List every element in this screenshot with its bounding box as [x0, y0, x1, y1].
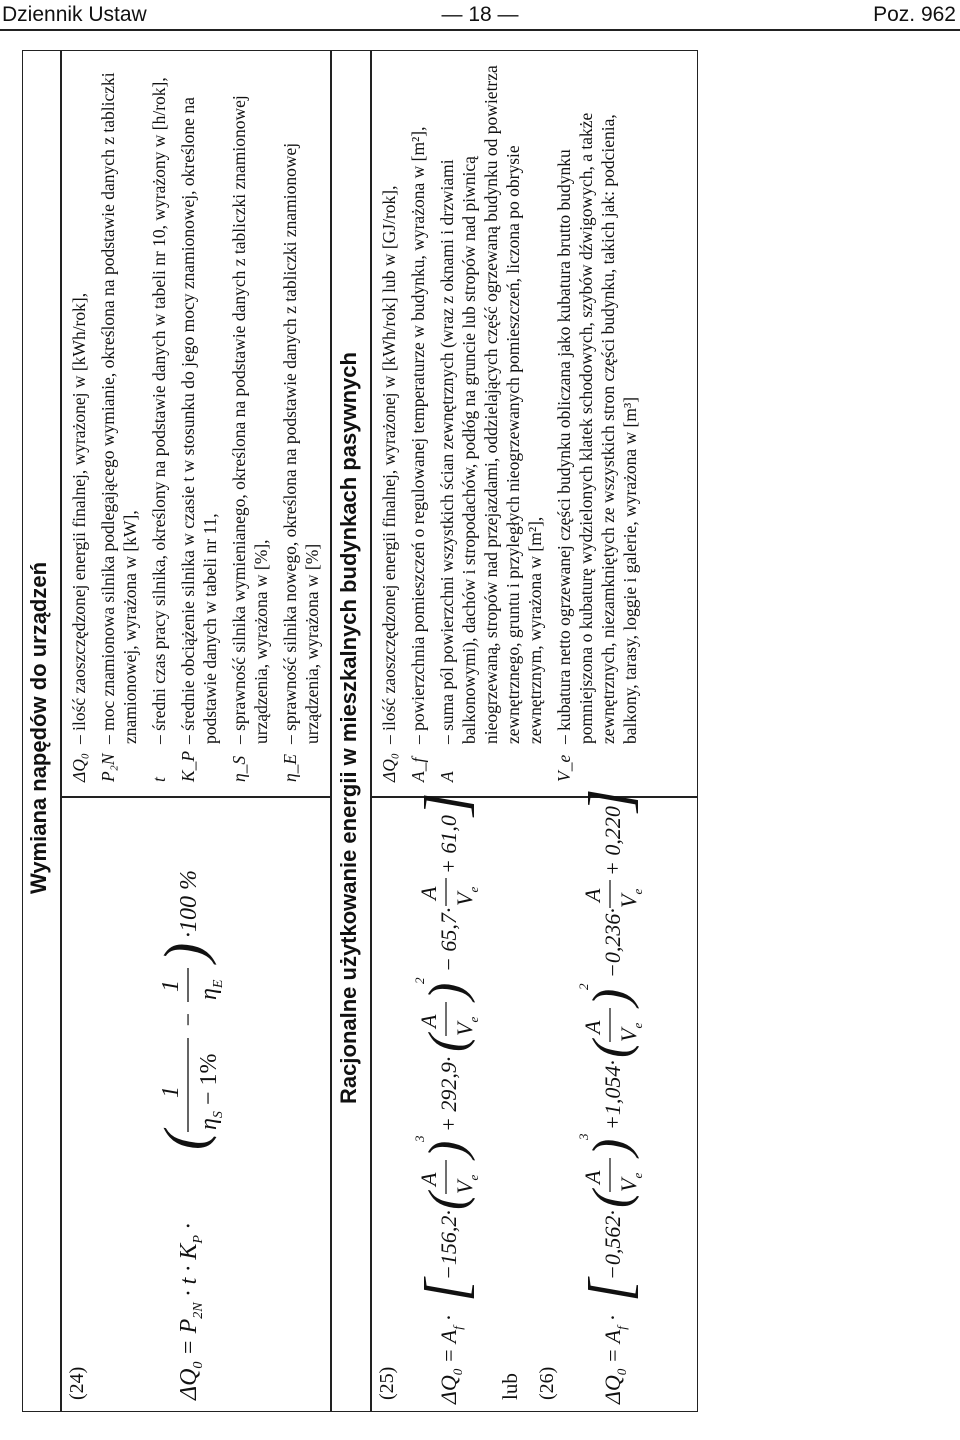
svg-text:[: [ — [577, 1278, 643, 1302]
definition-text: – średni czas pracy silnika, określony na podstawie danych w tabeli nr 10, wyrażony w [h/rok], — [149, 77, 169, 744]
svg-text:(: ( — [419, 1192, 476, 1210]
definition-symbol: ΔQ₀ — [379, 753, 399, 782]
svg-text:−156,2·: −156,2· — [436, 1210, 461, 1280]
svg-text:): ) — [152, 942, 217, 962]
definition-item — [378, 62, 400, 782]
svg-text:A: A — [580, 1020, 605, 1034]
header-rule — [0, 29, 960, 31]
formula-26 — [568, 788, 665, 1404]
svg-text:Ve: $V_e$ — [616, 1022, 645, 1042]
formula-24-svg — [144, 810, 234, 1400]
svg-text:Ve: $V_e$ — [616, 1172, 645, 1192]
svg-text:+ 61,0: + 61,0 — [436, 815, 461, 874]
definition-text: – powierzchnia pomieszczeń o regulowanej temperaturze w budynku, wyrażona w [m²], — [408, 126, 428, 744]
definition-symbol: ΔQ₀ — [69, 753, 89, 782]
svg-text:+ 0,220: + 0,220 — [600, 806, 625, 876]
svg-text:+ 292,9·: + 292,9· — [436, 1056, 461, 1132]
definition-symbol: V_e — [554, 754, 574, 782]
definition-symbol: η_S — [229, 755, 249, 782]
definition-symbol: t — [149, 777, 169, 782]
svg-text:]: ] — [577, 788, 643, 812]
title-rule-1 — [60, 50, 62, 1412]
svg-text:3: 3 — [576, 1133, 591, 1140]
definition-text: – sprawność silnika nowego, określona na podstawie danych z tabliczki znamionowej urządzenia, wyrażona w [%] — [280, 142, 322, 744]
svg-text:−: − — [176, 1011, 202, 1028]
svg-text:A: A — [416, 1172, 441, 1186]
svg-text:1: 1 — [158, 980, 184, 992]
svg-text:ηE: $\eta_E$ — [196, 979, 226, 1000]
definition-text: – sprawność silnika wymienianego, określona na podstawie danych z tabliczki znamionowej urządzenia, wyrażona w [%], — [229, 95, 271, 744]
svg-text:+1,054·: +1,054· — [600, 1060, 625, 1130]
svg-text:ΔQ0 = P2N · t · KP ·: $\Delta Q_0 = P_{2N} \cdot t \cdot K_P$ · — [176, 1223, 206, 1400]
equation-number-25: (25) — [376, 1366, 398, 1400]
definition-item — [177, 62, 221, 782]
definition-item — [228, 62, 272, 782]
definition-text: – kubatura netto ogrzewanej części budynku obliczana jako kubatura brutto budynku pomniejszona o kubaturę wydzielonych klatek schodowych, szybów dźwigowych, a także zewnętrznych, niezamkniętych ze wszystkich stron części budynku, takich jak: podcienia, balkony, tarasy, loggie i galerie, wyrażona w [m³] — [554, 112, 640, 744]
svg-text:]: ] — [413, 792, 479, 816]
svg-text:[: [ — [413, 1278, 479, 1302]
svg-text:): ) — [419, 1140, 476, 1158]
equation-number-24: (24) — [66, 1366, 88, 1400]
section1-divider — [60, 797, 330, 799]
svg-text:ηS − 1%: $\eta_S - 1\%$ — [196, 1053, 226, 1130]
svg-text:−0,236·: −0,236· — [600, 908, 625, 978]
svg-text:(: ( — [419, 1034, 476, 1052]
svg-text:Ve: $V_e$ — [452, 1174, 481, 1194]
formula-25 — [404, 792, 501, 1404]
section1-title: Wymiana napędów do urządzeń — [26, 561, 51, 895]
definition-symbol: η_E — [280, 753, 300, 782]
definition-symbol: K_P — [178, 750, 198, 782]
section2-definitions — [378, 62, 648, 782]
definition-item — [436, 62, 546, 782]
page-header — [0, 0, 960, 30]
definition-item — [553, 62, 641, 782]
svg-text:Ve: $V_e$ — [452, 886, 481, 906]
svg-text:A: A — [416, 1014, 441, 1028]
svg-text:A: A — [580, 888, 605, 902]
svg-text:−0,562·: −0,562· — [600, 1210, 625, 1280]
definition-text: – średnie obciążenie silnika w czasie t w stosunku do jego mocy znamionowej, określone na podstawie danych w tabeli nr 11, — [178, 97, 220, 744]
section-rule — [330, 50, 332, 1412]
svg-text:− 65,7·: − 65,7· — [436, 907, 461, 972]
svg-text:2: 2 — [576, 983, 591, 990]
svg-text:(: ( — [583, 1040, 640, 1058]
definition-text: – suma pól powierzchni wszystkich ścian zewnętrznych (wraz z oknami i drzwiami balkonowymi), dachów i stropodachów, podłóg na gruncie lub stropów nad piwnicą nieogrzewaną, stropów nad przejazdami, oddzielających część ogrzewaną budynku od powietrza zewnętrznego, gruntu i przyległych nieogrzewanych pomieszczeń, liczona po obrysie zewnętrznym, wyrażona w [m²], — [437, 65, 545, 744]
svg-text:Ve: $V_e$ — [616, 888, 645, 908]
section1-definitions — [68, 62, 330, 782]
svg-text:): ) — [419, 982, 476, 1000]
svg-text:ΔQ0 = Af ·: $\Delta Q_0 = A_f$ · — [600, 1315, 629, 1404]
section2-title: Racjonalne użytkowanie energii w mieszkalnych budynkach pasywnych — [336, 352, 361, 1104]
or-label: lub — [498, 1373, 522, 1400]
definition-item — [148, 62, 170, 782]
definition-symbol: P₂N — [98, 753, 118, 782]
formula-24 — [144, 810, 241, 1400]
svg-text:A: A — [580, 1170, 605, 1184]
title-rule-2 — [370, 50, 372, 1412]
page-number: — 18 — — [441, 3, 519, 26]
svg-text:ΔQ0 = Af ·: $\Delta Q_0 = A_f$ · — [436, 1315, 465, 1404]
svg-text:3: 3 — [412, 1135, 427, 1142]
svg-text:): ) — [583, 988, 640, 1006]
svg-text:): ) — [583, 1138, 640, 1156]
definition-text: – moc znamionowa silnika podlegającego wymianie, określona na podstawie danych z tabliczki znamionowej, wyrażona w [kW], — [98, 72, 140, 744]
formula-25-svg — [404, 792, 494, 1404]
svg-text:(: ( — [583, 1190, 640, 1208]
definition-symbol: A — [437, 771, 457, 782]
svg-text:1: 1 — [158, 1086, 184, 1098]
formula-26-svg — [568, 788, 658, 1404]
definition-item — [97, 62, 141, 782]
svg-text:2: 2 — [412, 977, 427, 984]
svg-text:·100 %: ·100 % — [176, 870, 202, 938]
position-number: Poz. 962 — [873, 3, 956, 26]
journal-title: Dziennik Ustaw — [2, 3, 147, 26]
rotated-frame — [4, 38, 704, 1418]
rotated-sheet — [4, 38, 704, 1418]
definition-symbol: A_f — [408, 757, 428, 782]
equation-number-26: (26) — [536, 1366, 558, 1400]
svg-text:(: ( — [152, 1130, 217, 1150]
svg-text:Ve: $V_e$ — [452, 1016, 481, 1036]
definition-text: – ilość zaoszczędzonej energii finalnej, wyrażonej w [kWh/rok], — [69, 292, 89, 744]
definition-item — [68, 62, 90, 782]
definition-item — [279, 62, 323, 782]
svg-text:A: A — [416, 886, 441, 900]
definition-text: – ilość zaoszczędzonej energii finalnej, wyrażonej w [kWh/rok] lub w [GJ/rok], — [379, 185, 399, 744]
definition-item — [407, 62, 429, 782]
